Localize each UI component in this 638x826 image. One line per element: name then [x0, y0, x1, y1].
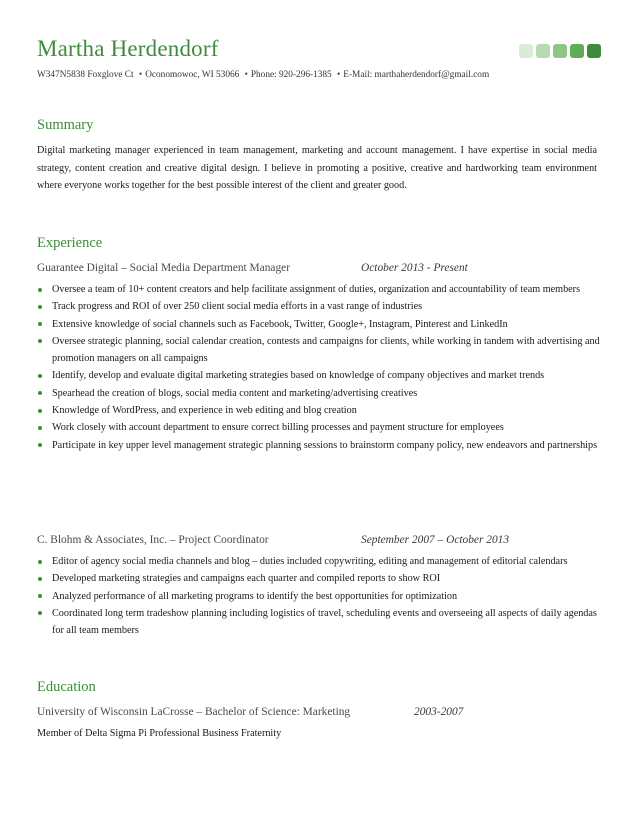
- education-note: Member of Delta Sigma Pi Professional Business Fraternity: [37, 728, 282, 739]
- job-title-line: [37, 534, 510, 546]
- education-degree: University of Wisconsin LaCrosse – Bachelor of Science: Marketing: [37, 706, 351, 718]
- bullet-item: [37, 605, 602, 640]
- decorative-square: [519, 44, 533, 58]
- bullet-dot-icon: [38, 391, 42, 395]
- contact-separator: •: [138, 70, 143, 80]
- bullet-item: [37, 298, 602, 315]
- bullet-dot-icon: [38, 322, 42, 326]
- bullet-text: Analyzed performance of all marketing programs to identify the best opportunities for optimization: [52, 590, 458, 602]
- experience-heading: Experience: [37, 235, 103, 251]
- bullet-text: Identify, develop and evaluate digital marketing strategies based on knowledge of company objectives and market trends: [52, 370, 545, 382]
- bullet-text: Spearhead the creation of blogs, social media content and marketing/advertising creatives: [52, 387, 418, 399]
- job-bullets: [37, 553, 602, 639]
- contact-address: W347N5838 Foxglove Ct: [37, 70, 134, 80]
- decorative-square: [536, 44, 550, 58]
- bullet-dot-icon: [38, 577, 42, 581]
- bullet-text: Track progress and ROI of over 250 client social media efforts in a vast range of industries: [52, 301, 423, 313]
- decorative-square: [570, 44, 584, 58]
- contact-phone: Phone: 920-296-1385: [250, 70, 332, 80]
- decorative-square: [587, 44, 601, 58]
- bullet-text: Work closely with account department to ensure correct billing processes and payment structure for employees: [52, 422, 504, 434]
- bullet-dot-icon: [38, 560, 42, 564]
- bullet-item: [37, 419, 602, 436]
- bullet-item: [37, 570, 602, 587]
- job-dates: October 2013 - Present: [361, 262, 468, 274]
- bullet-text: Knowledge of WordPress, and experience in web editing and blog creation: [52, 405, 357, 417]
- bullet-text: Editor of agency social media channels and blog – duties included copywriting, editing and management of editorial calendars: [52, 556, 568, 567]
- contact-email[interactable]: E-Mail: marthaherdendorf@gmail.com: [343, 70, 490, 80]
- bullet-text: Coordinated long term tradeshow planning including logistics of travel, scheduling events and overseeing all aspects of daily agendas for all team members: [52, 607, 597, 637]
- bullet-dot-icon: [38, 594, 42, 598]
- bullet-dot-icon: [38, 288, 42, 292]
- education-heading: Education: [37, 679, 96, 695]
- contact-separator: •: [337, 70, 341, 80]
- bullet-text: Participate in key upper level management strategic planning sessions to brainstorm company policy, new endeavors and partnerships: [52, 439, 598, 451]
- bullet-dot-icon: [38, 409, 42, 413]
- bullet-item: [37, 316, 602, 333]
- bullet-dot-icon: [38, 426, 42, 430]
- bullet-item: [37, 385, 602, 402]
- job-dates: September 2007 – October 2013: [361, 534, 510, 546]
- bullet-dot-icon: [38, 339, 42, 343]
- bullet-dot-icon: [38, 305, 42, 309]
- contact-separator: •: [244, 70, 248, 80]
- bullet-item: [37, 333, 602, 368]
- education-line: [37, 706, 464, 718]
- bullet-item: [37, 281, 602, 298]
- contact-line: [37, 70, 489, 80]
- bullet-dot-icon: [38, 374, 42, 378]
- job-title-line: [37, 262, 468, 274]
- summary-text: Digital marketing manager experienced in team management, marketing and account management. I have expertise in social media strategy, content creation and creative digital design. I believe in promoting a positive, creative and hardworking team environment where everyone works together for the best possible interest of the client and greater good.: [37, 145, 597, 191]
- decorative-square: [553, 44, 567, 58]
- bullet-text: Developed marketing strategies and campaigns each quarter and compiled reports to show ROI: [52, 573, 441, 585]
- contact-city: Oconomowoc, WI 53066: [145, 70, 240, 80]
- candidate-name: Martha Herdendorf: [37, 36, 219, 61]
- bullet-item: [37, 402, 602, 419]
- bullet-item: [37, 437, 602, 454]
- bullet-text: Extensive knowledge of social channels such as Facebook, Twitter, Google+, Instagram, Pinterest and LinkedIn: [52, 318, 508, 330]
- job-title: C. Blohm & Associates, Inc. – Project Coordinator: [37, 534, 269, 546]
- bullet-item: [37, 367, 602, 384]
- job-bullets: [37, 281, 602, 454]
- summary-heading: Summary: [37, 117, 94, 133]
- bullet-dot-icon: [38, 443, 42, 447]
- job-title: Guarantee Digital – Social Media Department Manager: [37, 262, 291, 274]
- education-dates: 2003-2007: [414, 706, 464, 718]
- bullet-item: [37, 588, 602, 605]
- bullet-text: Oversee strategic planning, social calendar creation, contests and campaigns for clients, while working in tandem with advertising and promotion managers on all campaigns: [52, 335, 600, 365]
- bullet-item: [37, 553, 602, 570]
- bullet-text: Oversee a team of 10+ content creators and help facilitate assignment of duties, organization and accountability of team members: [52, 284, 581, 295]
- decorative-squares: [519, 44, 601, 58]
- bullet-dot-icon: [38, 611, 42, 615]
